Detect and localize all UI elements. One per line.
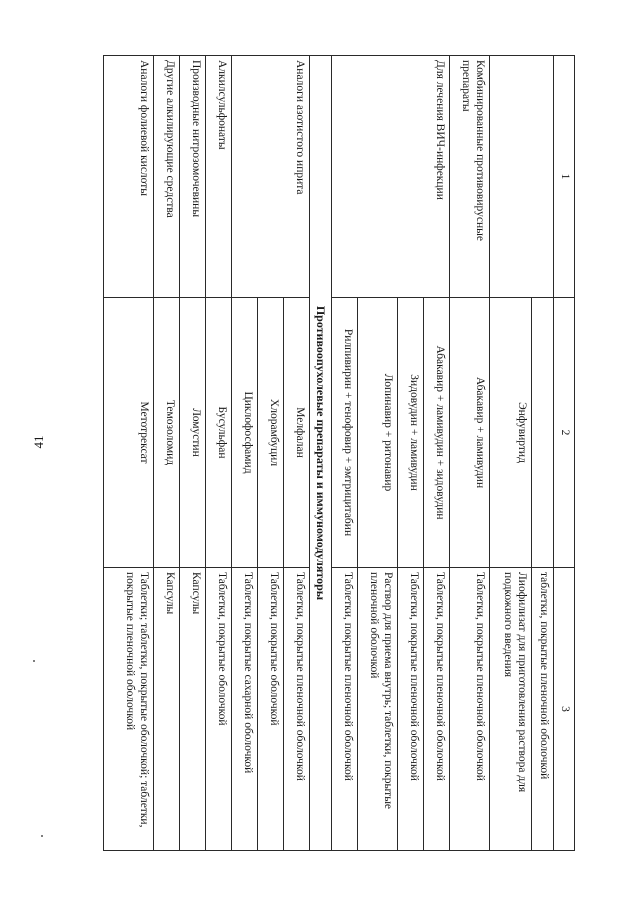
drug-name-cell: Ломустин [180,298,206,568]
dosage-form-cell: Капсулы [154,568,180,851]
dosage-form-cell: Таблетки; таблетки, покрытые оболочкой; таблетки, покрытые пленочной оболочкой [104,568,154,851]
drug-name-cell: Метотрексат [104,298,154,568]
section-header-row [310,56,332,851]
column-header-3: 3 [554,568,575,851]
dosage-form-cell: Таблетки, покрытые пленочной оболочкой [398,568,424,851]
drug-name-cell: Лопинавир + ритонавир [358,298,398,568]
group-cell: Производные нитрозомочевины [180,56,206,298]
header-row [554,56,575,851]
drug-table-container [105,55,575,850]
table-row [284,56,310,851]
section-title: Противоопухолевые препараты и иммуномодуляторы [310,56,332,851]
table-row [104,56,154,851]
dosage-form-cell: Капсулы [180,568,206,851]
dosage-form-cell: Таблетки, покрытые оболочкой [258,568,284,851]
group-cell: Для лечения ВИЧ-инфекции [332,56,450,298]
group-cell: Комбинированные противовирусные препараты [450,56,490,298]
dosage-form-cell: Таблетки, покрытые оболочкой [206,568,232,851]
drug-name-cell: Бусульфан [206,298,232,568]
drug-name-cell: Зидовудин + ламивудин [398,298,424,568]
table-row [206,56,232,851]
column-header-1: 1 [554,56,575,298]
dosage-form-cell: таблетки, покрытые пленочной оболочкой [532,568,554,851]
drug-table [103,55,575,851]
drug-name-cell: Абакавир + ламивудин [450,298,490,568]
drug-name-cell: Хлорамбуцил [258,298,284,568]
drug-name-cell: Циклофосфамид [232,298,258,568]
dosage-form-cell: Таблетки, покрытые пленочной оболочкой [450,568,490,851]
table-row [450,56,490,851]
scan-speck [41,835,43,837]
table-row [180,56,206,851]
group-cell: Аналоги азотистого иприта [232,56,310,298]
dosage-form-cell: Таблетки, покрытые пленочной оболочкой [424,568,450,851]
drug-name-cell: Абакавир + ламивудин + зидовудин [424,298,450,568]
group-cell: Аналоги фолиевой кислоты [104,56,154,298]
dosage-form-cell: Лиофилизат для приготовления раствора для подкожного введения [490,568,532,851]
scan-speck [33,660,35,662]
group-cell: Другие алкилирующие средства [154,56,180,298]
table-row [154,56,180,851]
drug-name-cell [532,298,554,568]
dosage-form-cell: Таблетки, покрытые пленочной оболочкой [332,568,358,851]
page-number: 41 [31,435,46,449]
drug-name-cell: Мелфалан [284,298,310,568]
drug-name-cell: Темозоломид [154,298,180,568]
column-header-2: 2 [554,298,575,568]
dosage-form-cell: Таблетки, покрытые сахарной оболочкой [232,568,258,851]
group-cell [490,56,554,298]
table-row [532,56,554,851]
table-row [424,56,450,851]
drug-name-cell: Рилпивирин + тенофовир + эмтрицитабин [332,298,358,568]
drug-name-cell: Энфувиртид [490,298,532,568]
dosage-form-cell: Раствор для приема внутрь; таблетки, покрытые пленочной оболочкой [358,568,398,851]
group-cell: Алкилсульфонаты [206,56,232,298]
dosage-form-cell: Таблетки, покрытые пленочной оболочкой [284,568,310,851]
